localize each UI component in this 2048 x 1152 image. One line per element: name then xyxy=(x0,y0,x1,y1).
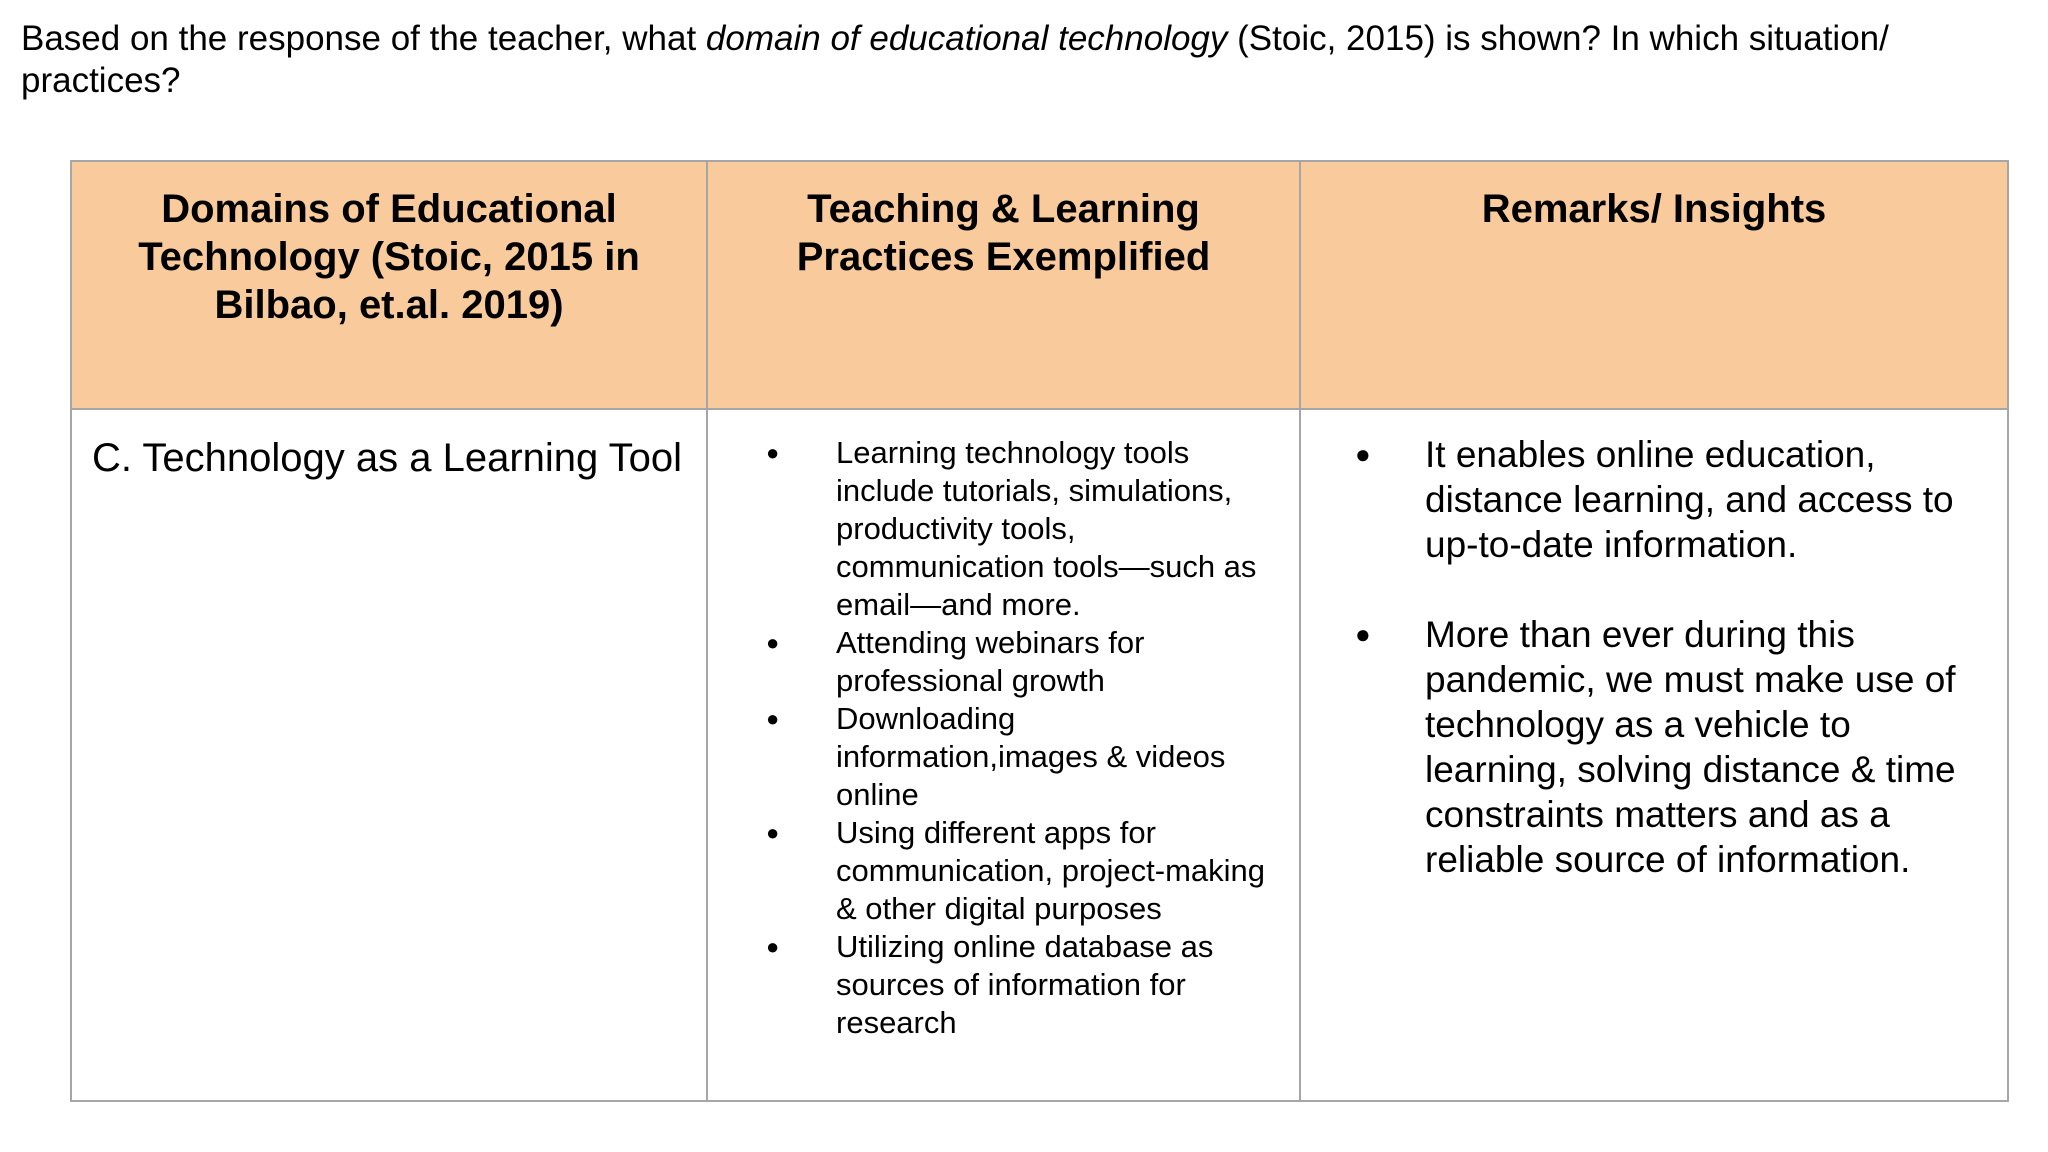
remarks-cell xyxy=(1300,409,2008,1101)
practices-list xyxy=(708,410,1299,1042)
table-row xyxy=(71,409,2008,1101)
practices-cell xyxy=(707,409,1300,1101)
header-remarks: Remarks/ Insights xyxy=(1300,161,2008,409)
header-domains: Domains of Educational Technology (Stoic, 2015 in Bilbao, et.al. 2019) xyxy=(71,161,707,409)
list-item: ● Downloading information,images & videos online xyxy=(766,700,1279,814)
list-item: ● Attending webinars for professional growth xyxy=(766,624,1279,700)
question-text xyxy=(21,18,1981,102)
list-item: ● It enables online education, distance learning, and access to up-to-date information. xyxy=(1355,432,1987,567)
list-item: ● Using different apps for communication, project-making & other digital purposes xyxy=(766,814,1279,928)
table-header-row xyxy=(71,161,2008,409)
question-suffix: (Stoic, 2015) is shown? In which situation/ practices? xyxy=(21,19,1889,100)
list-item: ● More than ever during this pandemic, we must make use of technology as a vehicle to learning, solving distance & time constraints matters and as a reliable source of information. xyxy=(1355,612,1987,882)
list-item: ● Learning technology tools include tutorials, simulations, productivity tools, communication tools—such as email—and more. xyxy=(766,434,1279,624)
domains-table xyxy=(70,160,2009,1102)
remarks-list xyxy=(1301,410,2007,882)
list-item: ● Utilizing online database as sources of information for research xyxy=(766,928,1279,1042)
question-emphasis: domain of educational technology xyxy=(705,19,1228,58)
domain-cell: C. Technology as a Learning Tool xyxy=(71,409,707,1101)
question-prefix: Based on the response of the teacher, what xyxy=(21,19,706,58)
header-practices: Teaching & Learning Practices Exemplified xyxy=(707,161,1300,409)
